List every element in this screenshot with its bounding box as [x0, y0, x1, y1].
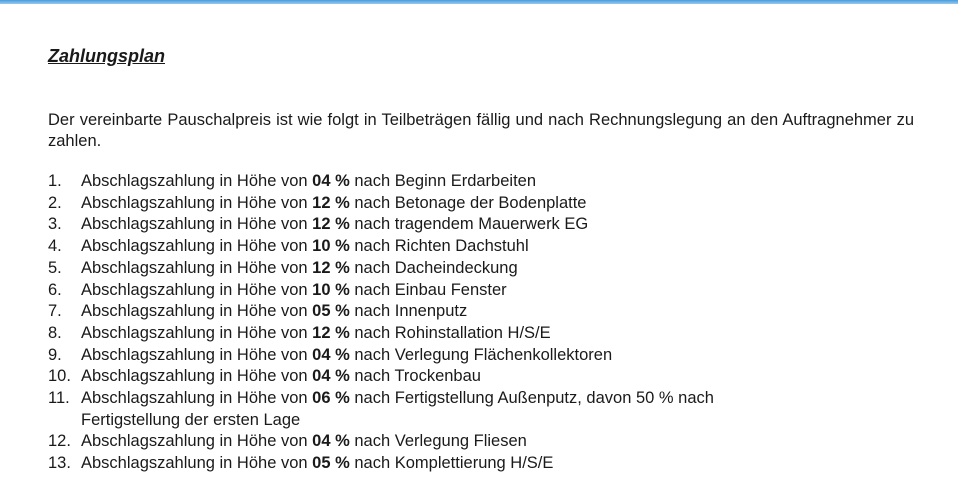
item-prefix: Abschlagszahlung in Höhe von	[81, 345, 308, 364]
list-item	[48, 323, 928, 345]
item-prefix: Abschlagszahlung in Höhe von	[81, 193, 308, 212]
item-percent: 12 %	[312, 258, 350, 277]
item-suffix: nach Verlegung Fliesen	[354, 432, 527, 451]
item-number: 11.	[48, 389, 70, 408]
item-number: 8.	[48, 323, 62, 342]
document-page	[48, 44, 928, 475]
item-suffix: nach Verlegung Flächenkollektoren	[354, 345, 613, 364]
item-suffix: nach Innenputz	[354, 302, 468, 321]
item-suffix: nach tragendem Mauerwerk EG	[354, 215, 589, 234]
item-prefix: Abschlagszahlung in Höhe von	[81, 432, 308, 451]
list-item	[48, 453, 928, 475]
item-number: 4.	[48, 237, 62, 256]
item-suffix: nach Richten Dachstuhl	[354, 237, 529, 256]
document-title: Zahlungsplan	[48, 46, 165, 66]
item-prefix: Abschlagszahlung in Höhe von	[81, 302, 308, 321]
item-number: 7.	[48, 302, 62, 321]
item-prefix: Abschlagszahlung in Höhe von	[81, 280, 308, 299]
item-number: 5.	[48, 258, 62, 277]
item-percent: 05 %	[312, 302, 350, 321]
list-item	[48, 193, 928, 215]
item-number: 13.	[48, 454, 71, 473]
item-suffix: nach Trockenbau	[354, 367, 481, 386]
item-percent: 04 %	[312, 432, 350, 451]
list-item	[48, 171, 928, 193]
item-number: 1.	[48, 172, 62, 190]
list-item	[48, 431, 928, 453]
item-suffix: nach Dacheindeckung	[354, 258, 518, 277]
item-percent: 04 %	[312, 345, 350, 364]
item-suffix: nach Beginn Erdarbeiten	[354, 172, 537, 190]
item-prefix: Abschlagszahlung in Höhe von	[81, 389, 308, 408]
item-percent: 04 %	[312, 172, 350, 190]
item-prefix: Abschlagszahlung in Höhe von	[81, 172, 308, 190]
item-prefix: Abschlagszahlung in Höhe von	[81, 215, 308, 234]
item-percent: 12 %	[312, 193, 350, 212]
item-prefix: Abschlagszahlung in Höhe von	[81, 237, 308, 256]
payment-plan-list	[48, 171, 928, 475]
item-percent: 05 %	[312, 454, 350, 473]
list-item	[48, 388, 816, 431]
top-border	[0, 0, 958, 4]
item-percent: 12 %	[312, 215, 350, 234]
item-percent: 12 %	[312, 323, 350, 342]
item-number: 12.	[48, 432, 71, 451]
item-percent: 10 %	[312, 280, 350, 299]
item-percent: 10 %	[312, 237, 350, 256]
list-item	[48, 366, 928, 388]
item-prefix: Abschlagszahlung in Höhe von	[81, 367, 308, 386]
item-percent: 04 %	[312, 367, 350, 386]
item-number: 2.	[48, 193, 62, 212]
item-prefix: Abschlagszahlung in Höhe von	[81, 323, 308, 342]
item-percent: 06 %	[312, 389, 350, 408]
item-number: 3.	[48, 215, 62, 234]
item-number: 10.	[48, 367, 71, 386]
list-item	[48, 258, 928, 280]
item-number: 6.	[48, 280, 62, 299]
item-suffix: nach Fertigstellung Außenputz, davon 50 % nach Fertigstellung der ersten Lage	[81, 389, 714, 429]
list-item	[48, 301, 928, 323]
list-item	[48, 214, 928, 236]
item-number: 9.	[48, 345, 62, 364]
item-suffix: nach Betonage der Bodenplatte	[354, 193, 587, 212]
item-suffix: nach Einbau Fenster	[354, 280, 507, 299]
item-prefix: Abschlagszahlung in Höhe von	[81, 454, 308, 473]
list-item	[48, 280, 928, 302]
item-suffix: nach Rohinstallation H/S/E	[354, 323, 551, 342]
list-item	[48, 236, 928, 258]
list-item	[48, 345, 928, 367]
intro-paragraph: Der vereinbarte Pauschalpreis ist wie folgt in Teilbeträgen fällig und nach Rechnungslegung an den Auftragnehmer zu zahlen.	[48, 111, 914, 150]
item-prefix: Abschlagszahlung in Höhe von	[81, 258, 308, 277]
item-suffix: nach Komplettierung H/S/E	[354, 454, 554, 473]
